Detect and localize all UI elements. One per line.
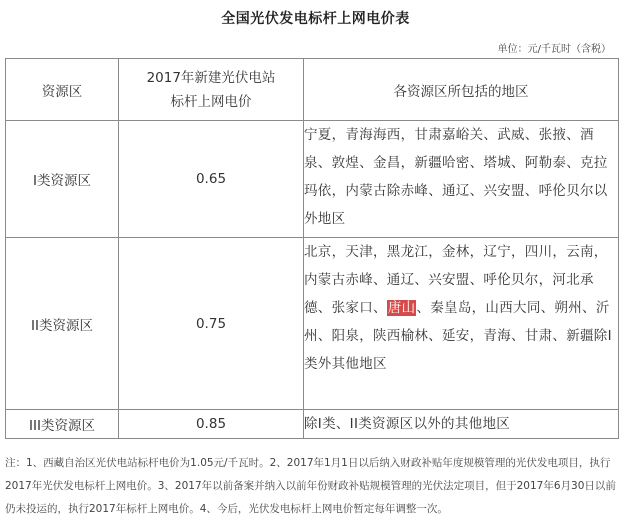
price-table xyxy=(5,58,619,439)
price-value: 0.75 xyxy=(119,238,304,410)
header-price-line2: 标杆上网电价 xyxy=(170,93,252,110)
price-value: 0.65 xyxy=(119,121,304,238)
table-row xyxy=(6,121,619,238)
table-row xyxy=(6,238,619,410)
region-name: III类资源区 xyxy=(6,410,119,439)
header-price-line1: 2017年新建光伏电站 xyxy=(146,69,276,86)
table-header-row xyxy=(6,59,619,121)
header-resource-area: 资源区 xyxy=(6,59,119,121)
footnote: 注：1、西藏自治区光伏电站标杆电价为1.05元/千瓦时。2、2017年1月1日以后纳入财政补贴年度规模管理的光伏发电项目，执行2017年光伏发电标杆上网电价。3、2017年以前备案并纳入以前年份财政补贴规模管理的光伏法定项目，但于2017年6月30日以前仍未投运的，执行2017年标杆上网电价。4、今后，光伏发电标杆上网电价暂定每年调整一次。 xyxy=(5,457,616,515)
areas-text-after: 、秦皇岛，山西大同、朔州、沂州、阳泉，陕西榆林、延安，青海、甘肃、新疆除I类外其他地区 xyxy=(304,300,612,372)
table-row xyxy=(6,410,619,439)
price-value: 0.85 xyxy=(119,410,304,439)
region-areas: 除I类、II类资源区以外的其他地区 xyxy=(304,410,619,439)
highlighted-area: 唐山 xyxy=(387,300,416,316)
region-areas: 宁夏，青海海西，甘肃嘉峪关、武威、张掖、酒泉、敦煌、金昌，新疆哈密、塔城、阿勒泰、克拉玛依，内蒙古除赤峰、通辽、兴安盟、呼伦贝尔以外地区 xyxy=(304,121,619,238)
region-name: II类资源区 xyxy=(6,238,119,410)
page-title: 全国光伏发电标杆上网电价表 xyxy=(221,11,410,27)
header-areas: 各资源区所包括的地区 xyxy=(304,59,619,121)
region-areas xyxy=(304,238,619,410)
areas-text-before: 北京，天津，黑龙江，金林，辽宁，四川，云南，内蒙古赤峰、通辽、兴安盟、呼伦贝尔，河北承德、张家口、 xyxy=(304,244,608,316)
region-name: I类资源区 xyxy=(6,121,119,238)
header-price xyxy=(119,59,304,121)
unit-note: 单位：元/千瓦时（含税） xyxy=(497,44,611,55)
